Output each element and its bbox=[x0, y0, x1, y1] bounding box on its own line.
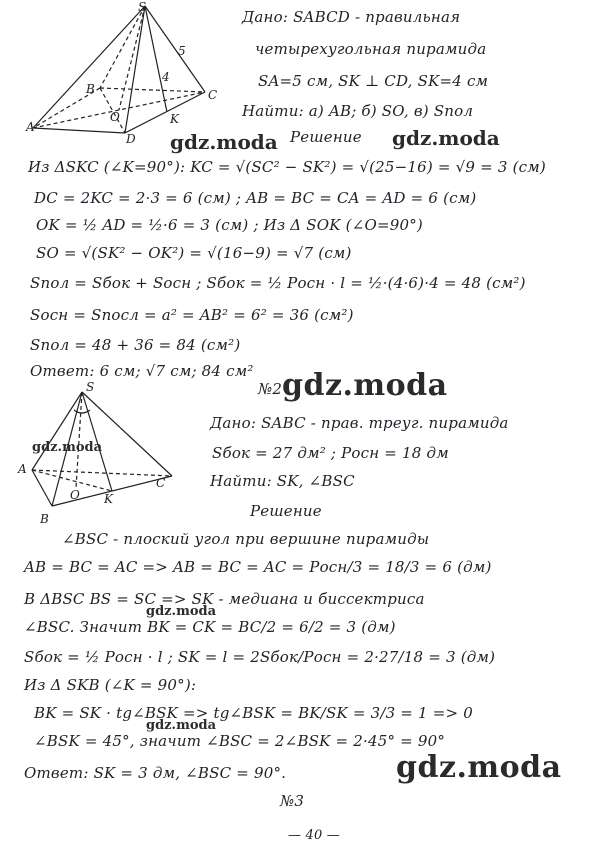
step-2: DC = 2KC = 2·3 = 6 (см) ; AB = BC = CA = AD = 6 (см) bbox=[34, 189, 477, 207]
label-five: 5 bbox=[178, 44, 186, 58]
step-7: Sпол = 48 + 36 = 84 (см²) bbox=[30, 336, 241, 354]
label-C2: C bbox=[156, 476, 166, 490]
given-line-3: SA=5 см, SK ⊥ CD, SK=4 см bbox=[258, 72, 489, 90]
label-A1: A bbox=[26, 120, 35, 134]
page-number: — 40 — bbox=[288, 828, 341, 843]
step-5: Sпол = Sбок + Sосн ; Sбок = ½ Pосн · l = ½·(4·6)·4 = 48 (см²) bbox=[30, 274, 526, 292]
solution-heading-2: Решение bbox=[250, 502, 322, 520]
label-C1: C bbox=[208, 88, 218, 102]
label-four: 4 bbox=[162, 70, 170, 84]
given-line-2: четырехугольная пирамида bbox=[255, 40, 487, 58]
p2-step-8: ∠BSK = 45°, значит ∠BSC = 2∠BSK = 2·45° = 90° bbox=[34, 732, 446, 750]
label-D1: D bbox=[126, 132, 136, 146]
problem-3-number: №3 bbox=[280, 792, 305, 810]
label-K1: K bbox=[170, 112, 179, 126]
step-6: Sосн = Sпосл = a² = AB² = 6² = 36 (см²) bbox=[30, 306, 354, 324]
find-line: Найти: а) AB; б) SO, в) Sпол bbox=[242, 102, 474, 120]
p2-step-4: ∠BSC. Значит BK = CK = BC/2 = 6/2 = 3 (дм) bbox=[24, 618, 396, 636]
watermark: gdz.moda bbox=[282, 368, 448, 403]
p2-step-7: BK = SK · tg∠BSK => tg∠BSK = BK/SK = 3/3 = 1 => 0 bbox=[34, 704, 473, 722]
watermark: gdz.moda bbox=[392, 126, 500, 150]
step-3: OK = ½ AD = ½·6 = 3 (см) ; Из Δ SOK (∠O=90°) bbox=[36, 216, 423, 234]
given-line-1: Дано: SABCD - правильная bbox=[242, 8, 461, 26]
p2-step-6: Из Δ SKB (∠K = 90°): bbox=[24, 676, 197, 694]
watermark: gdz.moda bbox=[170, 130, 278, 154]
answer-2: Ответ: SK = 3 дм, ∠BSC = 90°. bbox=[24, 764, 287, 782]
label-S2: S bbox=[86, 380, 95, 394]
problem-2-number: №2 bbox=[258, 380, 283, 398]
label-S1: S bbox=[138, 0, 147, 14]
watermark: gdz.moda bbox=[146, 604, 217, 619]
p2-step-2: AB = BC = AC => AB = BC = AC = Pосн/3 = 18/3 = 6 (дм) bbox=[24, 558, 492, 576]
label-K2: K bbox=[104, 492, 113, 506]
p2-step-3: B ΔBSC BS = SC => SK - медиана и биссектриса bbox=[24, 590, 425, 608]
step-4: SO = √(SK² − OK²) = √(16−9) = √7 (см) bbox=[36, 244, 352, 262]
label-B2: B bbox=[40, 512, 49, 526]
label-A2: A bbox=[18, 462, 27, 476]
watermark: gdz.moda bbox=[396, 750, 562, 785]
given2-line-2: Sбок = 27 дм² ; Pосн = 18 дм bbox=[212, 444, 449, 462]
find2-line: Найти: SK, ∠BSC bbox=[210, 472, 355, 490]
step-1: Из ΔSKC (∠K=90°): KC = √(SC² − SK²) = √(25−16) = √9 = 3 (см) bbox=[28, 158, 546, 176]
pyramid-figure-1 bbox=[25, 0, 225, 150]
label-O2: O bbox=[70, 488, 80, 502]
given2-line-1: Дано: SABC - прав. треуг. пирамида bbox=[210, 414, 509, 432]
p2-step-5: Sбок = ½ Pосн · l ; SK = l = 2Sбок/Pосн = 2·27/18 = 3 (дм) bbox=[24, 648, 496, 666]
solution-heading-1: Решение bbox=[290, 128, 362, 146]
watermark: gdz.moda bbox=[146, 718, 217, 733]
p2-step-1: ∠BSC - плоский угол при вершине пирамиды bbox=[62, 530, 430, 548]
label-B1: B bbox=[86, 82, 95, 96]
label-O1: O bbox=[110, 110, 120, 124]
answer-1: Ответ: 6 см; √7 см; 84 см² bbox=[30, 362, 254, 380]
watermark: gdz.moda bbox=[32, 440, 103, 455]
